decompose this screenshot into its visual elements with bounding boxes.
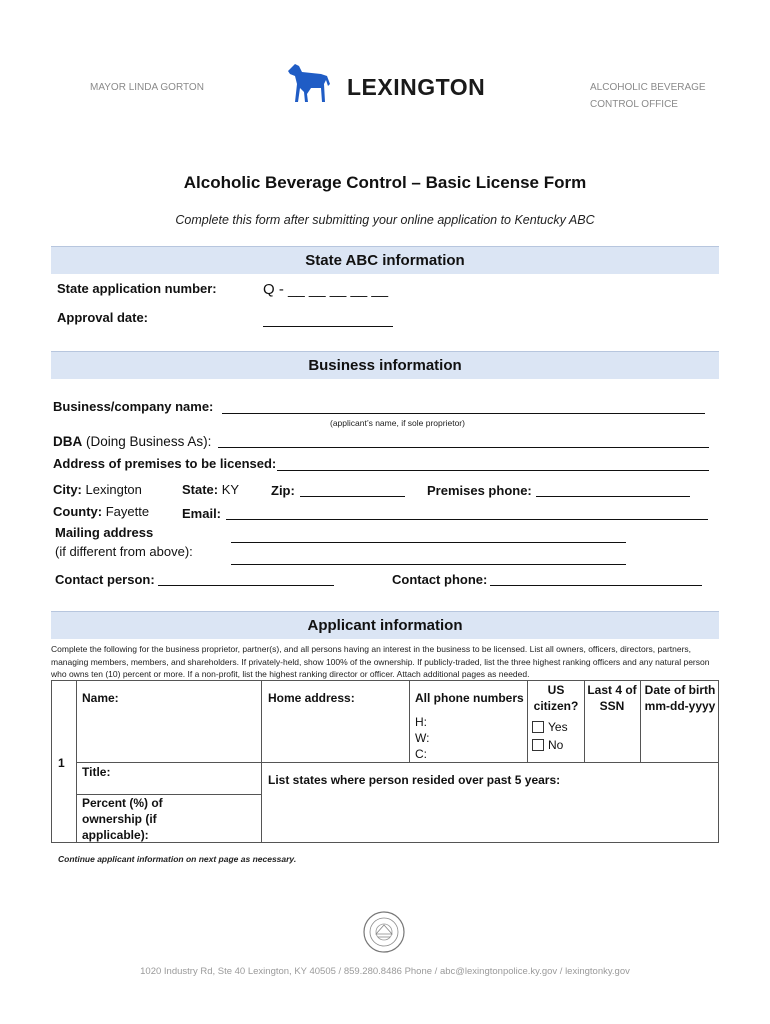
table-divider	[409, 680, 410, 762]
dob-label: Date of birth mm-dd-yyyy	[644, 683, 716, 713]
state-label: State:	[182, 482, 219, 497]
email-field[interactable]	[226, 519, 708, 520]
applicant-instructions: Complete the following for the business proprietor, partner(s), and all persons having an interest in the business to be licensed. List all owners, officers, directors, partners, managing members, members, and shareholders. If privately-held, show 100% of the ownership. If publicly-traded, list the three highest ranking officers and any natural person who owns ten (10) percent or more. If a non-profit, list the highest ranking director or officer. Attach additional pages as needed.	[51, 644, 710, 680]
brand-wordmark: LEXINGTON	[347, 74, 486, 100]
zip-field[interactable]	[300, 496, 405, 497]
premises-phone-field[interactable]	[536, 496, 690, 497]
premises-phone-label: Premises phone:	[427, 483, 532, 498]
email-label: Email:	[182, 506, 222, 521]
state-app-number-label: State application number:	[57, 281, 217, 296]
contact-person-label: Contact person:	[55, 572, 155, 587]
state-value: KY	[221, 482, 240, 497]
section-applicant: Applicant information	[51, 611, 719, 639]
citizen-no-label: No	[548, 738, 564, 752]
mailing-address-field-2[interactable]	[231, 564, 626, 565]
table-divider	[640, 680, 641, 762]
phone-w-label[interactable]: W:	[415, 731, 430, 745]
states-resided-label[interactable]: List states where person resided over past 5 years:	[268, 773, 561, 787]
contact-person-field[interactable]	[158, 585, 334, 586]
city-value: Lexington	[85, 482, 142, 497]
dba-hint: (Doing Business As):	[86, 434, 212, 449]
office-line-2: CONTROL OFFICE	[590, 99, 678, 110]
city-seal-icon	[362, 910, 406, 954]
applicant-row-number: 1	[58, 756, 65, 770]
contact-phone-label: Contact phone:	[392, 572, 488, 587]
ownership-percent-label[interactable]: Percent (%) of ownership (if applicable):	[82, 796, 163, 842]
dba-label: DBA	[53, 434, 83, 449]
table-divider	[527, 680, 528, 762]
city-label: City:	[53, 482, 82, 497]
table-divider	[76, 762, 719, 763]
county-label: County:	[53, 504, 103, 519]
state-group	[182, 482, 239, 497]
business-name-field[interactable]	[222, 413, 705, 414]
phone-h-label[interactable]: H:	[415, 715, 427, 729]
phone-c-label[interactable]: C:	[415, 747, 427, 761]
table-divider	[584, 680, 585, 762]
citizen-no-checkbox[interactable]	[532, 739, 544, 751]
mayor-name: MAYOR LINDA GORTON	[90, 82, 204, 93]
form-title: Alcoholic Beverage Control – Basic License Form	[183, 173, 587, 192]
business-name-hint: (applicant’s name, if sole proprietor)	[330, 418, 465, 428]
county-group	[53, 504, 149, 519]
form-subtitle: Complete this form after submitting your online application to Kentucky ABC	[175, 213, 595, 227]
approval-date-field[interactable]	[263, 326, 393, 327]
premises-address-field[interactable]	[277, 470, 709, 471]
state-app-number-field[interactable]: Q - __ __ __ __ __	[263, 281, 389, 298]
us-citizen-label: US citizen?	[533, 683, 579, 713]
office-line-1: ALCOHOLIC BEVERAGE	[590, 82, 706, 93]
dba-field[interactable]	[218, 447, 709, 448]
contact-phone-field[interactable]	[490, 585, 702, 586]
home-address-label[interactable]: Home address:	[268, 691, 355, 705]
horse-icon	[287, 62, 333, 104]
premises-address-label: Address of premises to be licensed:	[53, 456, 277, 471]
applicant-name-label[interactable]: Name:	[82, 691, 119, 705]
section-state-abc: State ABC information	[51, 246, 719, 274]
mailing-address-hint: (if different from above):	[55, 544, 193, 559]
citizen-yes-label: Yes	[548, 720, 568, 734]
footer-contact: 1020 Industry Rd, Ste 40 Lexington, KY 40505 / 859.280.8486 Phone / abc@lexingtonpolice.ky.gov / lexingtonky.gov	[140, 966, 630, 977]
zip-label: Zip:	[271, 483, 295, 498]
ssn-label: Last 4 of SSN	[587, 683, 637, 713]
mailing-address-field-1[interactable]	[231, 542, 626, 543]
citizen-yes-checkbox[interactable]	[532, 721, 544, 733]
section-business: Business information	[51, 351, 719, 379]
applicant-title-label[interactable]: Title:	[82, 765, 111, 779]
city-group	[53, 482, 142, 497]
approval-date-label: Approval date:	[57, 310, 149, 325]
dba-label-group	[53, 434, 211, 449]
mailing-address-label: Mailing address	[55, 525, 154, 540]
continue-note: Continue applicant information on next page as necessary.	[58, 854, 297, 864]
county-value: Fayette	[105, 504, 150, 519]
business-name-label: Business/company name:	[53, 399, 214, 414]
phones-label: All phone numbers	[415, 691, 524, 705]
